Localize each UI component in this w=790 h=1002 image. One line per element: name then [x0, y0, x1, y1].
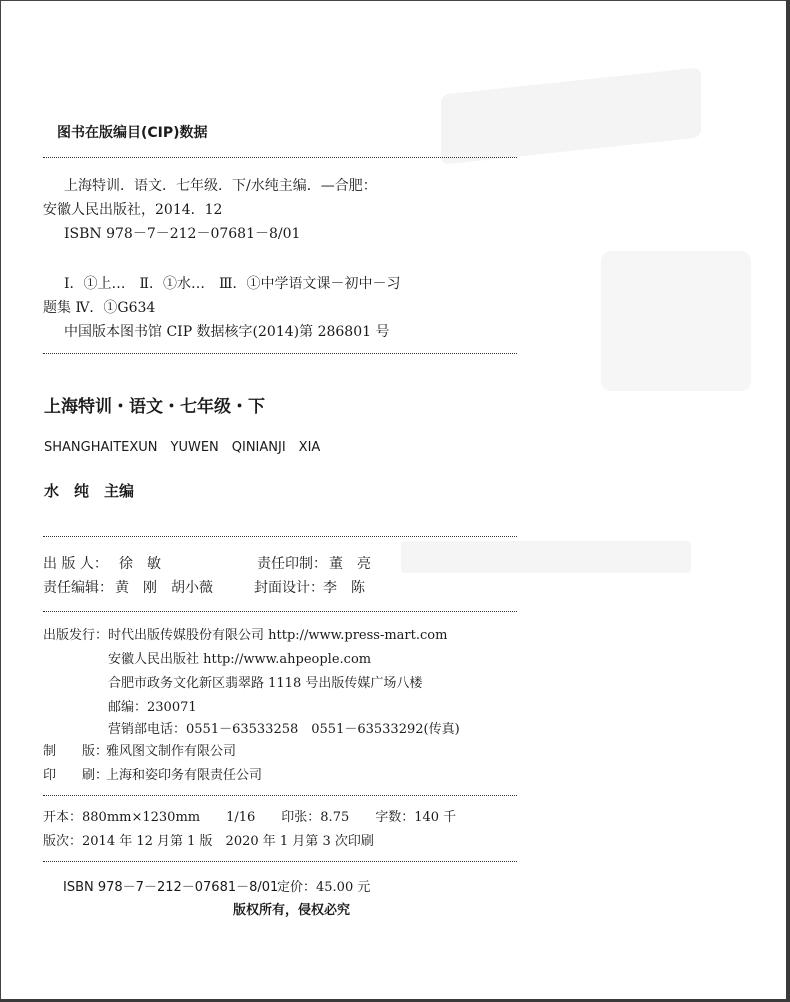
- price: 定价：45.00 元: [277, 880, 371, 895]
- responsible-editors: 黄 刚 胡小薇: [115, 580, 213, 596]
- distribution-phone: 营销部电话：0551－63533258 0551－63533292(传真): [108, 722, 460, 737]
- divider: [43, 861, 517, 862]
- book-title-pinyin: SHANGHAITEXUN YUWEN QINIANJI XIA: [44, 440, 321, 455]
- publisher-label: 出 版 人：: [43, 556, 108, 572]
- distribution-line-1: 时代出版传媒股份有限公司 http://www.press-mart.com: [108, 628, 448, 643]
- show-through-shape: [441, 67, 701, 164]
- copyright-notice: 版权所有，侵权必究: [233, 903, 351, 918]
- divider: [43, 353, 517, 354]
- responsible-editor-label: 责任编辑：: [43, 580, 113, 596]
- printing-label: 印 刷：: [43, 768, 109, 783]
- distribution-address: 合肥市政务文化新区翡翠路 1118 号出版传媒广场八楼: [108, 676, 423, 691]
- divider: [43, 611, 517, 612]
- cip-header: 图书在版编目(CIP)数据: [57, 125, 208, 141]
- show-through-shape: [401, 541, 691, 573]
- divider: [43, 157, 517, 158]
- plate-making-label: 制 版：: [43, 744, 109, 759]
- distribution-line-2: 安徽人民出版社 http://www.ahpeople.com: [108, 652, 372, 667]
- chief-editor: 水 纯 主编: [44, 482, 135, 500]
- footer-isbn: ISBN 978－7－212－07681－8/01: [63, 880, 279, 895]
- cip-line-2: 安徽人民出版社，2014．12: [43, 202, 223, 218]
- publisher-name: 徐 敏: [119, 556, 161, 572]
- divider: [43, 795, 517, 796]
- divider: [43, 536, 517, 537]
- printing-company: 上海和姿印务有限责任公司: [106, 768, 263, 783]
- book-title: 上海特训・语文・七年级・下: [44, 397, 265, 417]
- edition-info: 版次：2014 年 12 月第 1 版 2020 年 1 月第 3 次印刷: [43, 834, 374, 849]
- print-supervisor-label: 责任印制：: [257, 556, 327, 572]
- distribution-label: 出版发行：: [43, 628, 109, 643]
- cip-line-1: 上海特训．语文．七年级．下/水纯主编．—合肥：: [64, 178, 377, 194]
- cip-subject-2: 题集 Ⅳ．①G634: [43, 300, 156, 316]
- distribution-postcode: 邮编：230071: [108, 700, 197, 715]
- format-specs: 开本：880mm×1230mm 1/16 印张：8.75 字数：140 千: [43, 810, 457, 825]
- cip-isbn: ISBN 978－7－212－07681－8/01: [64, 226, 301, 242]
- cip-verify-number: 中国版本图书馆 CIP 数据核字(2014)第 286801 号: [64, 324, 390, 340]
- cover-design-label: 封面设计：: [254, 580, 324, 596]
- print-supervisor-name: 董 亮: [329, 556, 371, 572]
- show-through-shape: [601, 251, 751, 391]
- page-edge-shadow: [786, 0, 790, 1002]
- plate-making-company: 雅风图文制作有限公司: [106, 744, 237, 759]
- cover-designer: 李 陈: [323, 580, 365, 596]
- cip-subject-1: Ⅰ．①上… Ⅱ．①水… Ⅲ．①中学语文课－初中－习: [64, 276, 401, 292]
